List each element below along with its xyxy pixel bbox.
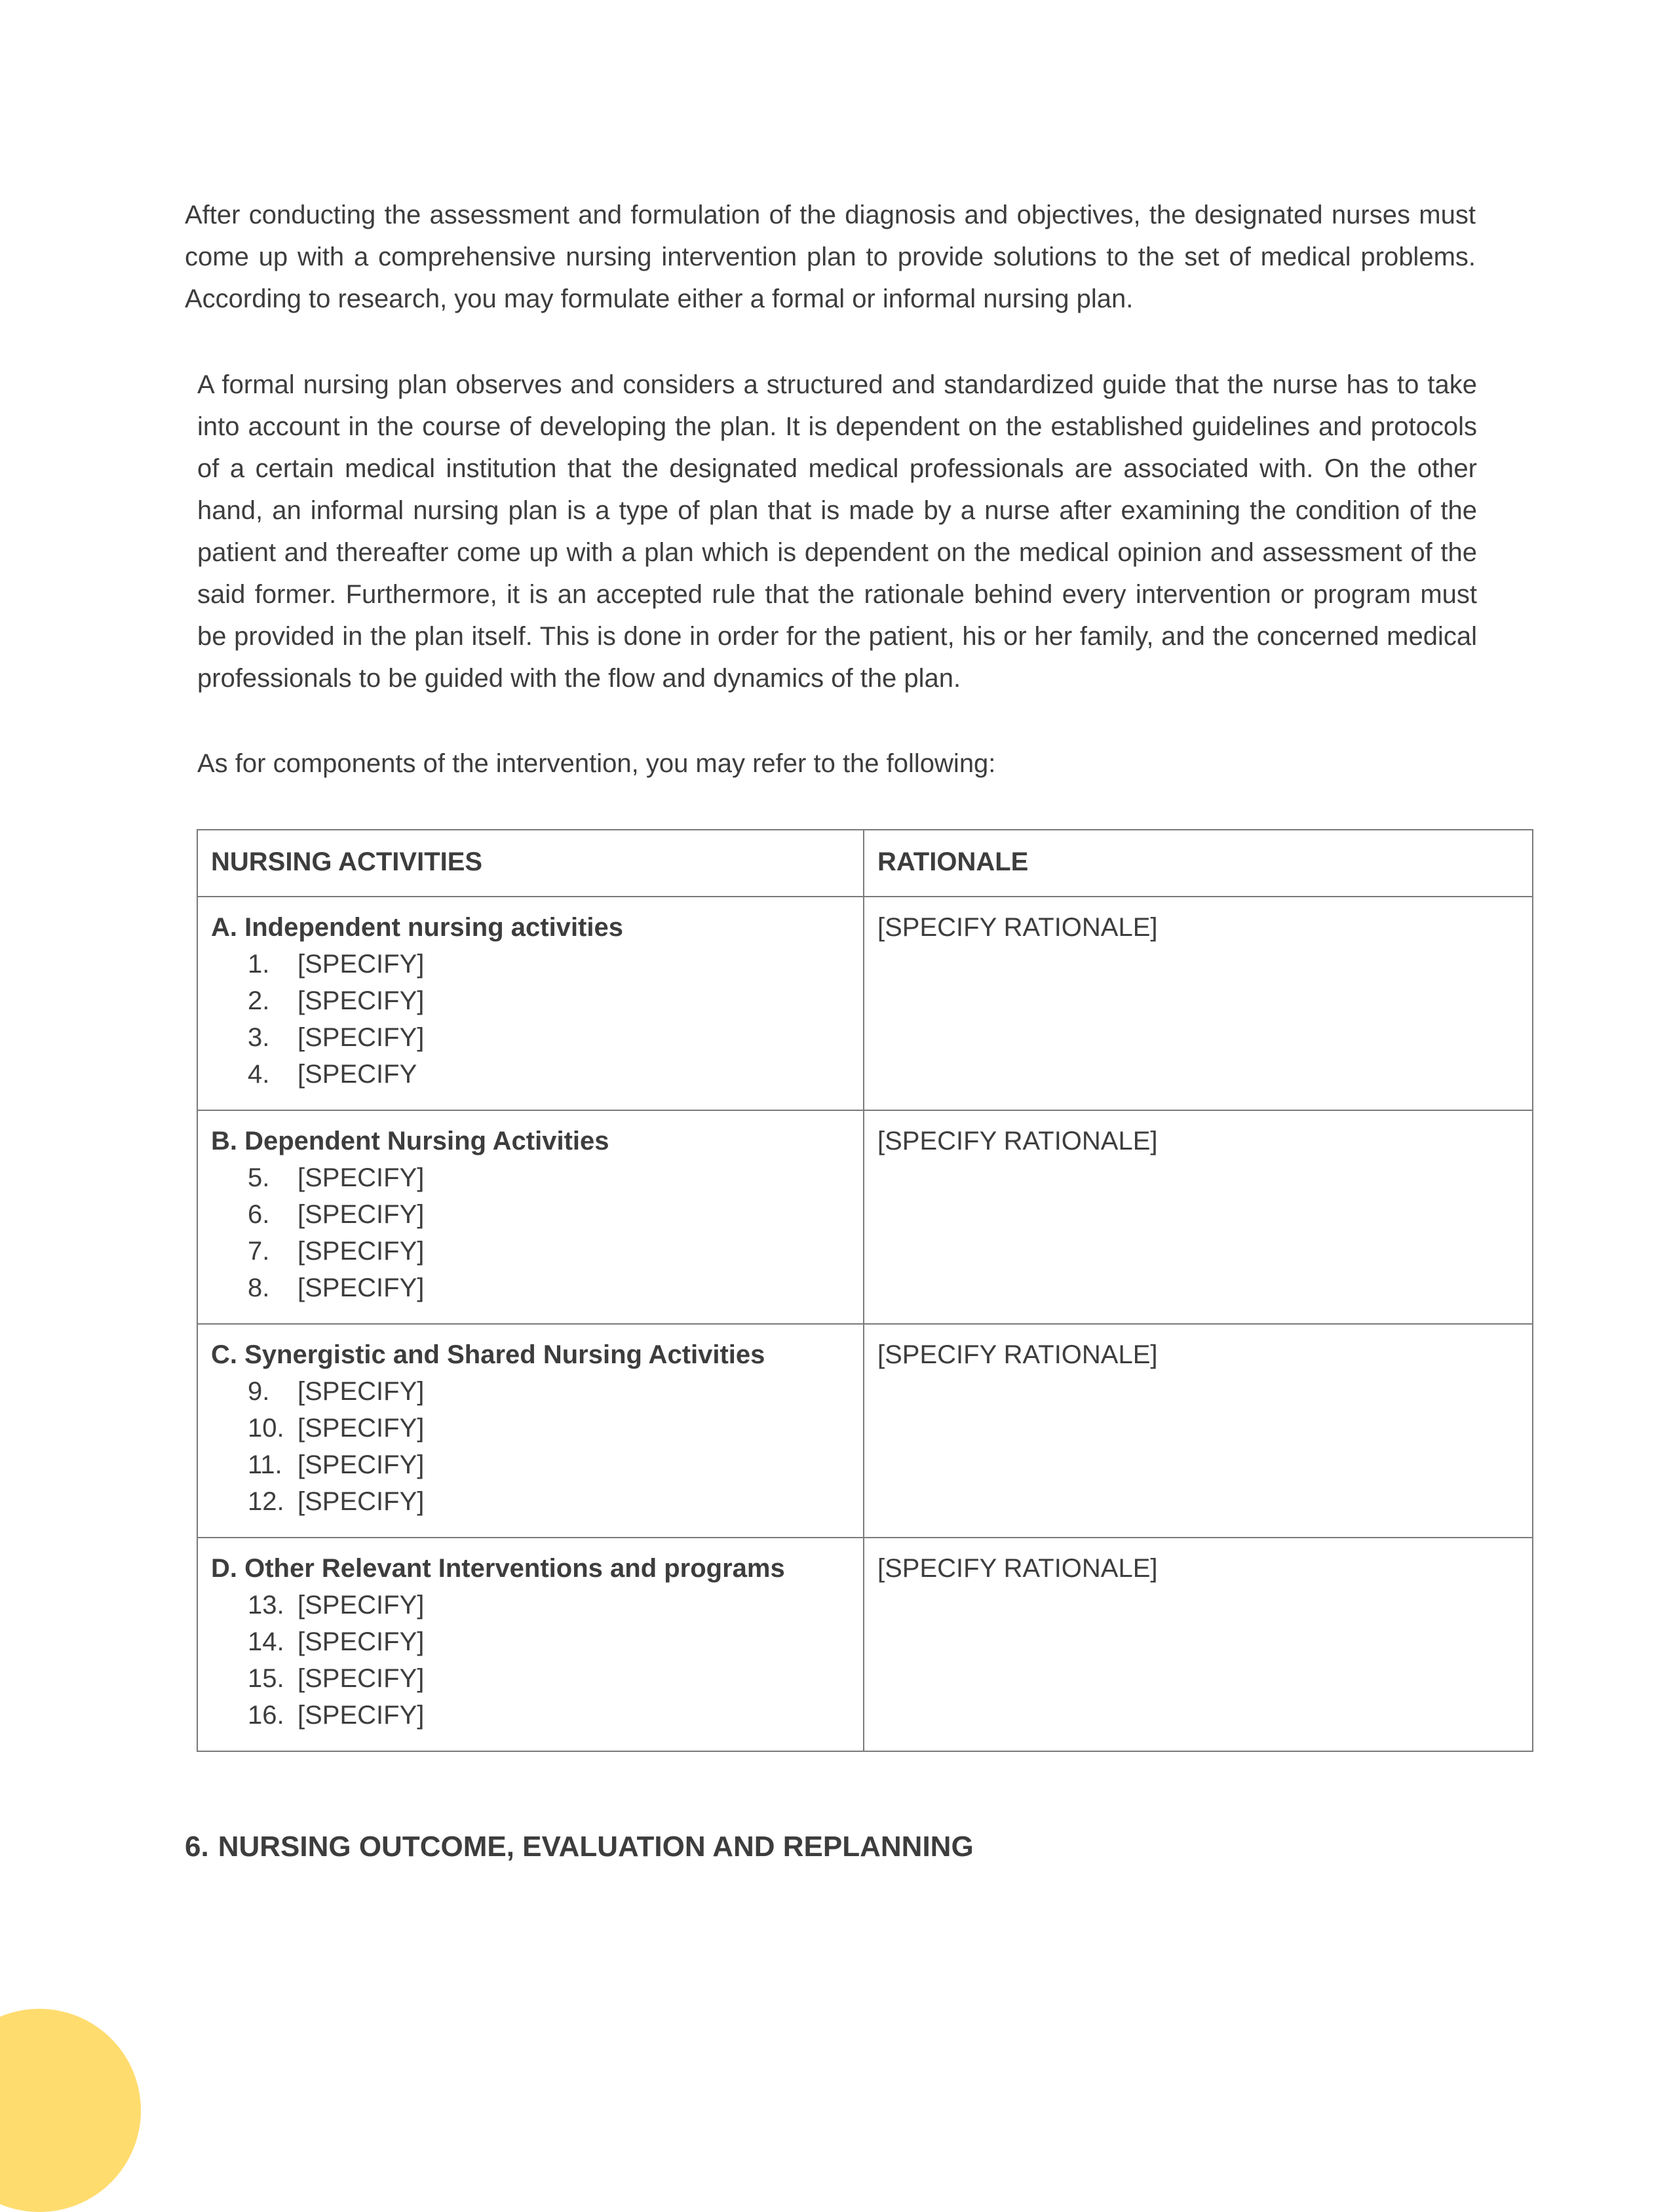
list-item-number: 10. bbox=[248, 1414, 284, 1443]
list-item-number: 12. bbox=[248, 1487, 284, 1516]
list-item-number: 5. bbox=[248, 1163, 270, 1192]
decorative-yellow-circle bbox=[0, 2009, 141, 2212]
list-item-text: [SPECIFY] bbox=[298, 1487, 425, 1516]
activities-cell bbox=[197, 1324, 864, 1538]
header-nursing-activities: NURSING ACTIVITIES bbox=[197, 830, 864, 897]
activity-section-title: C. Synergistic and Shared Nursing Activities bbox=[211, 1340, 765, 1369]
rationale-cell: [SPECIFY RATIONALE] bbox=[864, 1324, 1533, 1538]
table-row bbox=[197, 1324, 1533, 1538]
list-item-text: [SPECIFY] bbox=[298, 1591, 425, 1620]
activities-cell bbox=[197, 1538, 864, 1751]
list-item-number: 14. bbox=[248, 1627, 284, 1656]
list-item bbox=[248, 1483, 850, 1520]
components-intro-paragraph: As for components of the intervention, you may refer to the following: bbox=[197, 749, 996, 778]
table-row bbox=[197, 1110, 1533, 1324]
list-item-number: 3. bbox=[248, 1023, 270, 1052]
list-item bbox=[248, 1373, 850, 1410]
list-item-text: [SPECIFY] bbox=[298, 1200, 425, 1229]
list-item-text: [SPECIFY] bbox=[298, 1627, 425, 1656]
list-item-text: [SPECIFY] bbox=[298, 950, 425, 979]
list-item-text: [SPECIFY] bbox=[298, 1664, 425, 1693]
list-item-number: 6. bbox=[248, 1200, 270, 1229]
list-item-text: [SPECIFY] bbox=[298, 1163, 425, 1192]
table-row bbox=[197, 897, 1533, 1110]
list-item-text: [SPECIFY] bbox=[298, 1701, 425, 1730]
rationale-cell: [SPECIFY RATIONALE] bbox=[864, 1538, 1533, 1751]
activity-section-title: D. Other Relevant Interventions and programs bbox=[211, 1554, 785, 1583]
section-heading bbox=[185, 1827, 974, 1867]
rationale-cell: [SPECIFY RATIONALE] bbox=[864, 897, 1533, 1110]
activity-list bbox=[211, 946, 850, 1093]
list-item bbox=[248, 1056, 850, 1093]
list-item bbox=[248, 1159, 850, 1196]
list-item bbox=[248, 1660, 850, 1697]
rationale-cell: [SPECIFY RATIONALE] bbox=[864, 1110, 1533, 1324]
section-number: 6. bbox=[185, 1831, 209, 1863]
list-item-text: [SPECIFY] bbox=[298, 1273, 425, 1302]
nursing-activities-table bbox=[197, 829, 1533, 1752]
plan-description-paragraph: A formal nursing plan observes and considers a structured and standardized guide that the nurse has to take into account in the course of developing the plan. It is dependent on the established guidelines and protocols of a certain medical institution that the designated medical professionals are associated with. On the other hand, an informal nursing plan is a type of plan that is made by a nurse after examining the condition of the patient and thereafter come up with a plan which is dependent on the medical opinion and assessment of the said former. Furthermore, it is an accepted rule that the rationale behind every intervention or program must be provided in the plan itself. This is done in order for the patient, his or her family, and the concerned medical professionals to be guided with the flow and dynamics of the plan. bbox=[197, 370, 1477, 693]
list-item bbox=[248, 1446, 850, 1483]
list-item-text: [SPECIFY] bbox=[298, 1414, 425, 1443]
list-item-text: [SPECIFY] bbox=[298, 1377, 425, 1406]
list-item-text: [SPECIFY] bbox=[298, 1023, 425, 1052]
section-title: NURSING OUTCOME, EVALUATION AND REPLANNING bbox=[218, 1831, 974, 1863]
list-item bbox=[248, 946, 850, 982]
list-item-number: 7. bbox=[248, 1237, 270, 1266]
table-row bbox=[197, 1538, 1533, 1751]
header-rationale: RATIONALE bbox=[864, 830, 1533, 897]
list-item bbox=[248, 1587, 850, 1623]
table-header-row bbox=[197, 830, 1533, 897]
list-item bbox=[248, 982, 850, 1019]
activity-list bbox=[211, 1587, 850, 1734]
list-item bbox=[248, 1019, 850, 1056]
list-item bbox=[248, 1196, 850, 1233]
list-item-number: 8. bbox=[248, 1273, 270, 1302]
list-item-number: 15. bbox=[248, 1664, 284, 1693]
list-item-text: [SPECIFY bbox=[298, 1060, 417, 1089]
list-item bbox=[248, 1270, 850, 1306]
list-item-number: 16. bbox=[248, 1701, 284, 1730]
list-item-number: 13. bbox=[248, 1591, 284, 1620]
list-item-text: [SPECIFY] bbox=[298, 1237, 425, 1266]
list-item-number: 4. bbox=[248, 1060, 270, 1089]
list-item bbox=[248, 1233, 850, 1270]
activity-list bbox=[211, 1373, 850, 1520]
activity-section-title: A. Independent nursing activities bbox=[211, 913, 623, 942]
list-item bbox=[248, 1623, 850, 1660]
list-item bbox=[248, 1697, 850, 1734]
activities-cell bbox=[197, 1110, 864, 1324]
list-item-number: 2. bbox=[248, 986, 270, 1015]
list-item-number: 1. bbox=[248, 950, 270, 979]
activities-cell bbox=[197, 897, 864, 1110]
intro-paragraph: After conducting the assessment and formulation of the diagnosis and objectives, the designated nurses must come up with a comprehensive nursing intervention plan to provide solutions to the set of medical problems. According to research, you may formulate either a formal or informal nursing plan. bbox=[185, 201, 1476, 313]
list-item-text: [SPECIFY] bbox=[298, 1450, 425, 1479]
activity-section-title: B. Dependent Nursing Activities bbox=[211, 1127, 609, 1155]
list-item-number: 9. bbox=[248, 1377, 270, 1406]
list-item-text: [SPECIFY] bbox=[298, 986, 425, 1015]
activity-list bbox=[211, 1159, 850, 1306]
list-item-number: 11. bbox=[248, 1450, 282, 1479]
list-item bbox=[248, 1410, 850, 1446]
